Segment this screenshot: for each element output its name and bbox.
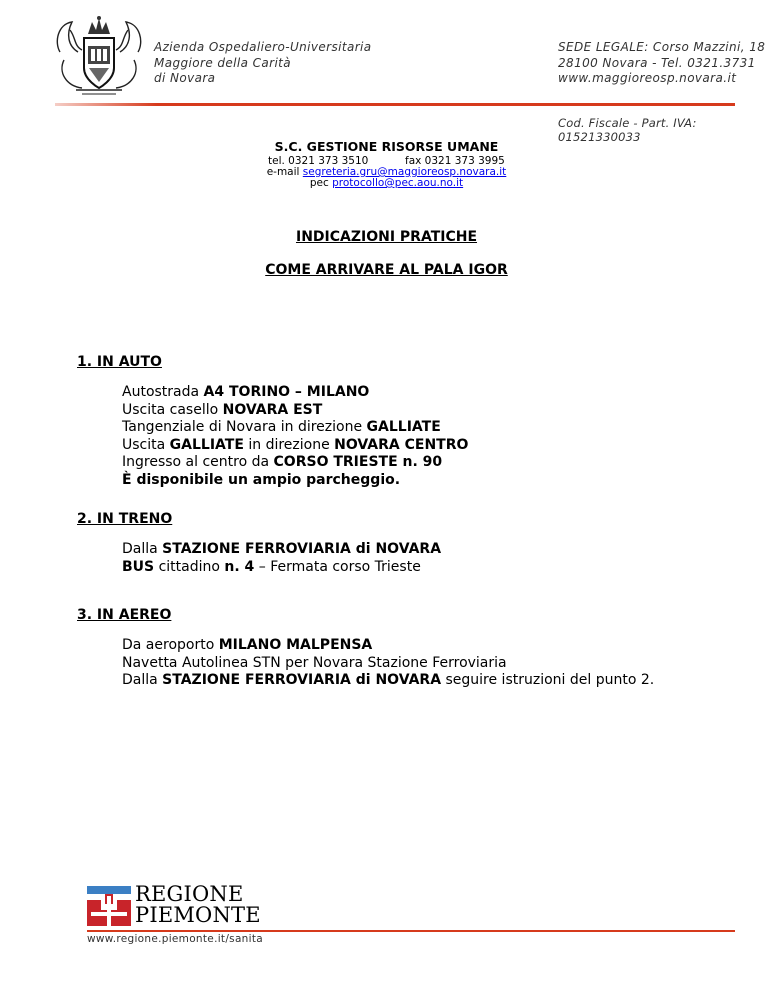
plane-line: Navetta Autolinea STN per Novara Stazione Ferroviaria	[122, 654, 507, 671]
hospital-line: Maggiore della Carità	[154, 55, 292, 70]
car-line: Tangenziale di Novara in direzione GALLIATE	[122, 419, 441, 436]
legal-address	[558, 40, 765, 87]
document-title: INDICAZIONI PRATICHE	[295, 229, 478, 245]
section-heading-car: 1. IN AUTO	[77, 354, 162, 370]
hospital-line: Azienda Ospedaliero-Universitaria	[154, 40, 372, 54]
hospital-name	[154, 40, 372, 87]
plane-line: Da aeroporto MILANO MALPENSA	[122, 637, 373, 653]
car-line: Uscita casello NOVARA EST	[122, 401, 323, 418]
regione-piemonte-flag-icon	[87, 886, 131, 926]
office-pec	[0, 177, 768, 189]
region-line: PIEMONTE	[135, 903, 261, 927]
section-body-train	[122, 541, 441, 576]
car-line: Ingresso al centro da CORSO TRIESTE n. 90	[122, 454, 443, 471]
fiscal-code: Cod. Fiscale - Part. IVA: 01521330033	[558, 116, 697, 144]
legal-line: 28100 Novara - Tel. 0321.3731	[558, 55, 756, 70]
hospital-line: di Novara	[154, 71, 216, 85]
footer-divider	[87, 930, 735, 932]
email-link[interactable]: segreteria.gru@maggioreosp.novara.it	[302, 166, 507, 178]
pec-link[interactable]: protocollo@pec.aou.no.it	[332, 177, 464, 189]
car-line: È disponibile un ampio parcheggio.	[122, 471, 401, 488]
telephone: tel. 0321 373 3510	[268, 155, 369, 167]
hospital-crest-logo	[52, 12, 146, 96]
section-heading-train: 2. IN TRENO	[77, 511, 173, 527]
car-line: Uscita GALLIATE in direzione NOVARA CENTRO	[122, 436, 469, 453]
document-subtitle: COME ARRIVARE AL PALA IGOR	[265, 262, 508, 278]
regione-piemonte-wordmark	[135, 884, 261, 926]
plane-line: Dalla STAZIONE FERROVIARIA di NOVARA seguire istruzioni del punto 2.	[122, 672, 655, 689]
office-name: S.C. GESTIONE RISORSE UMANE	[274, 139, 499, 154]
section-body-plane	[122, 637, 654, 690]
header-divider	[55, 103, 735, 106]
fax: fax 0321 373 3995	[405, 155, 505, 167]
train-line: BUS cittadino n. 4 – Fermata corso Trieste	[122, 558, 421, 575]
car-line: Autostrada A4 TORINO – MILANO	[122, 384, 370, 400]
footer-url: www.regione.piemonte.it/sanita	[87, 933, 264, 945]
email-prefix: e-mail	[266, 166, 303, 178]
section-heading-plane: 3. IN AEREO	[77, 607, 172, 623]
pec-prefix: pec	[309, 177, 333, 189]
legal-website: www.maggioreosp.novara.it	[558, 71, 737, 85]
legal-line: SEDE LEGALE: Corso Mazzini, 18	[558, 40, 766, 54]
section-body-car	[122, 384, 468, 490]
region-line: REGIONE	[135, 882, 244, 906]
train-line: Dalla STAZIONE FERROVIARIA di NOVARA	[122, 541, 442, 557]
